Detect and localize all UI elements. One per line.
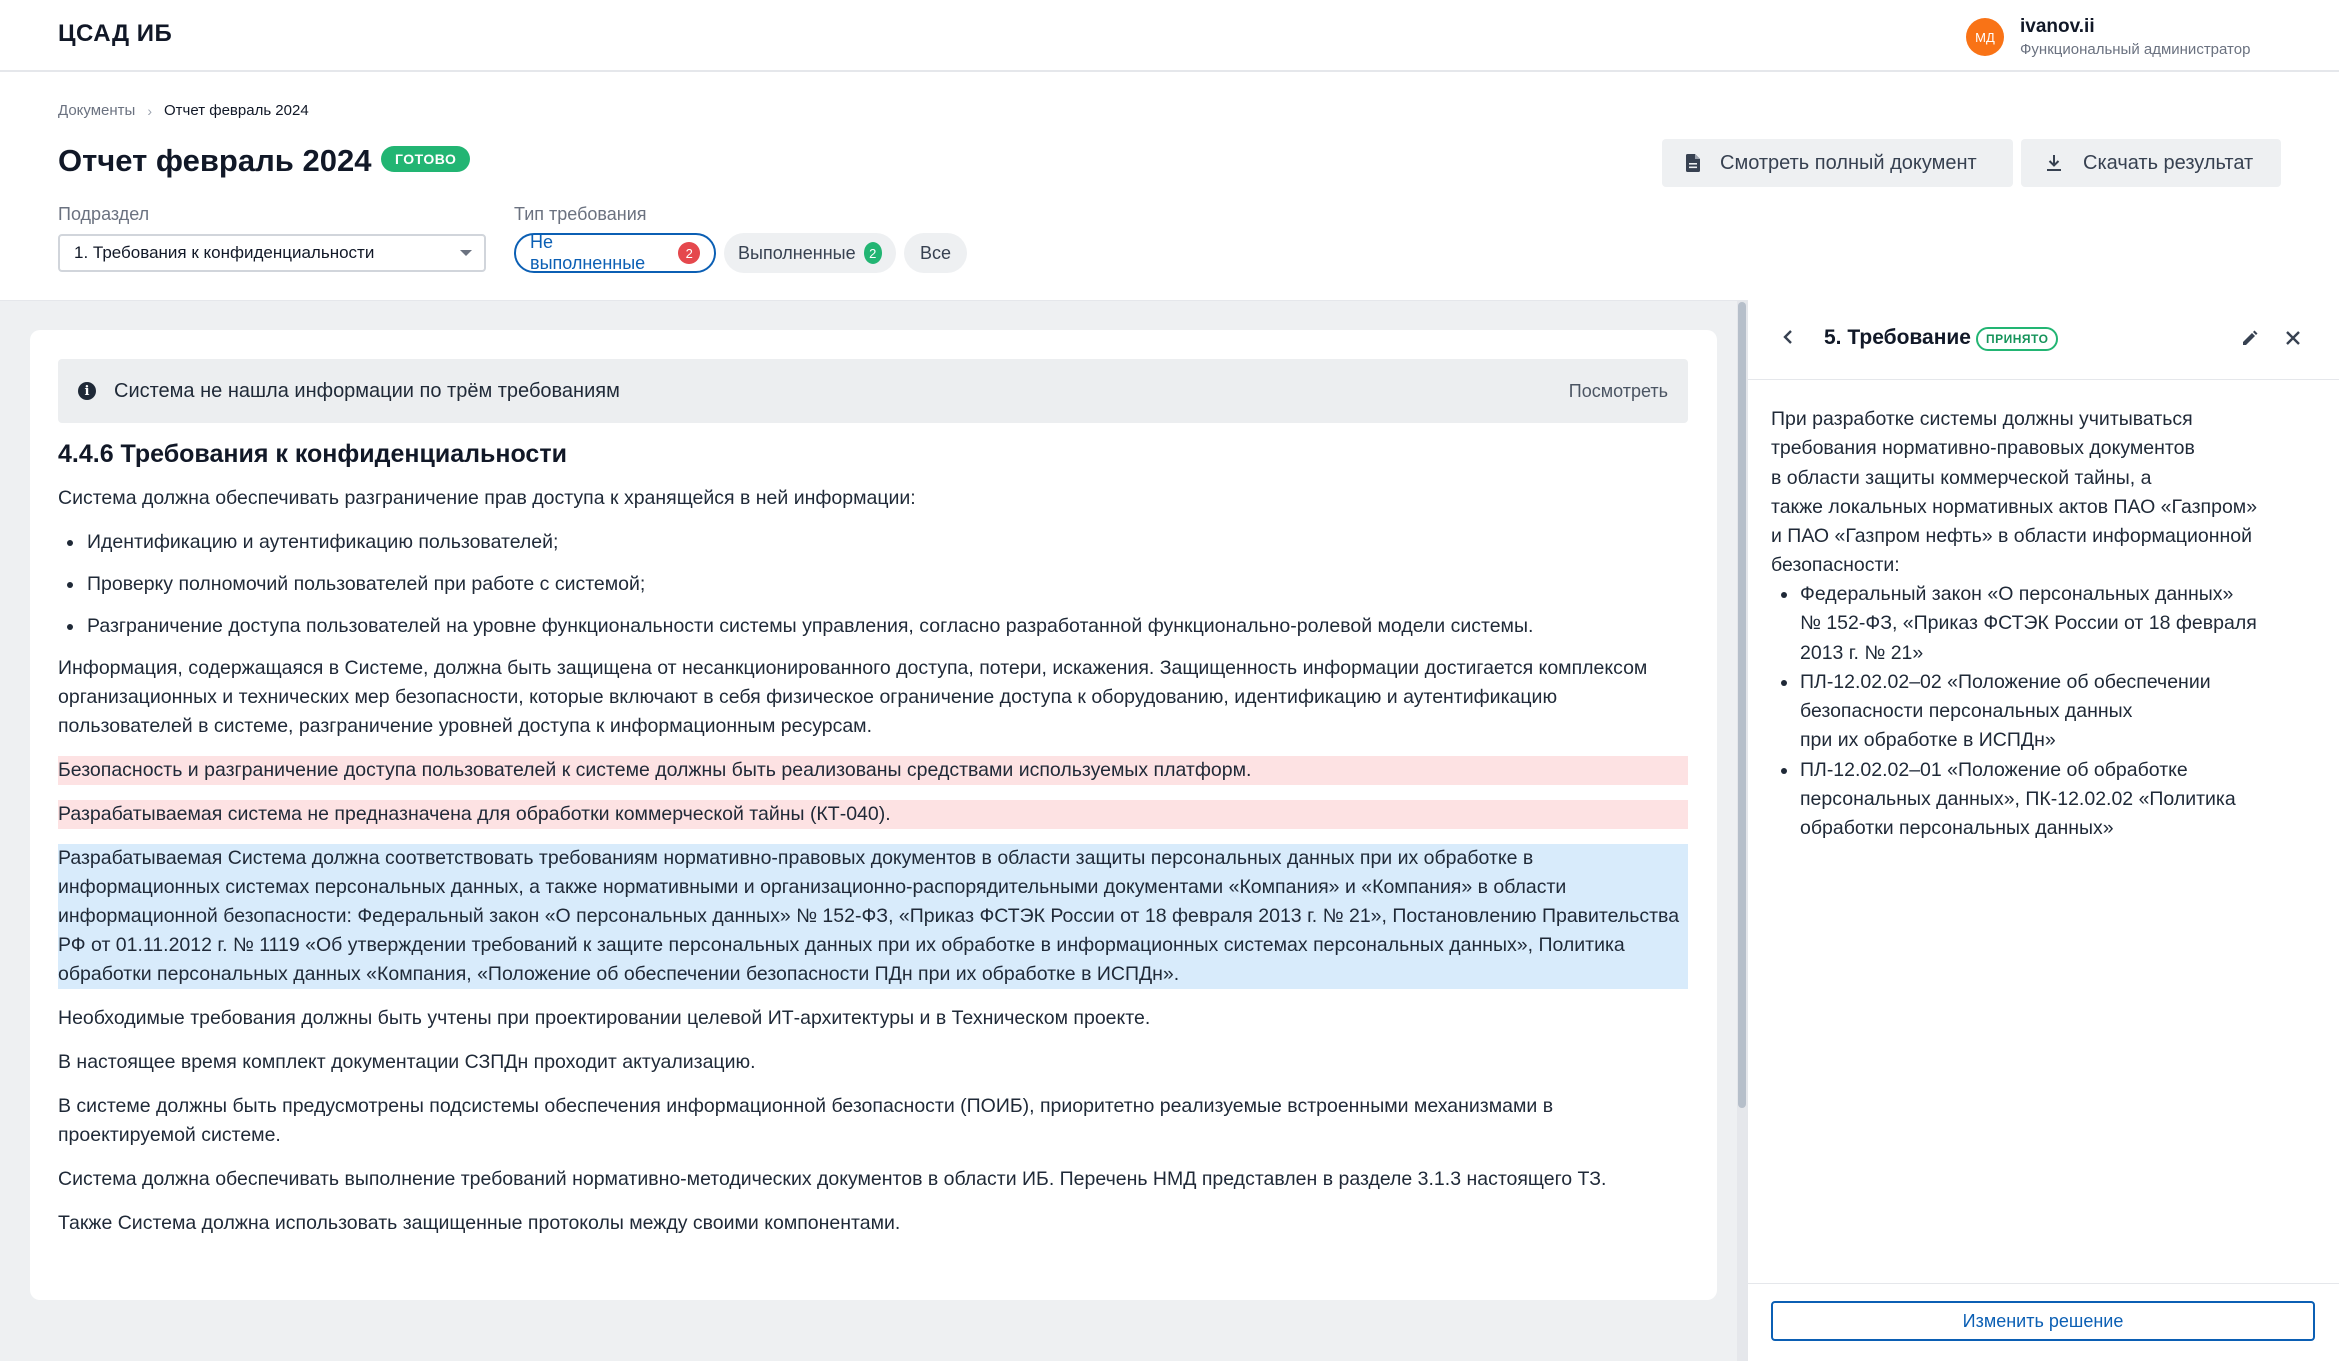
download-result-button[interactable] (2021, 139, 2281, 187)
bullet-list (58, 528, 1688, 641)
subsection-select[interactable] (58, 234, 486, 272)
close-button[interactable] (2285, 330, 2301, 351)
chevron-down-icon (460, 250, 472, 256)
subsection-label: Подраздел (58, 204, 150, 224)
section-heading: 4.4.6 Требования к конфиденциальности (58, 440, 567, 468)
accepted-badge: ПРИНЯТО (1976, 327, 2058, 351)
breadcrumb (58, 102, 309, 119)
count-badge: 2 (678, 242, 700, 264)
breadcrumb-documents-link[interactable]: Документы (58, 102, 136, 119)
list-item: ПЛ-12.02.02–02 «Положение об обеспечении безопасности персональных данных при их обработке в ИСПДн» (1771, 668, 2311, 756)
edit-button[interactable] (2241, 330, 2258, 352)
document-icon (1686, 154, 1700, 172)
view-full-document-label: Смотреть полный документ (1720, 151, 1977, 174)
download-result-label: Скачать результат (2083, 151, 2254, 174)
requirement-text: При разработке системы должны учитываться требования нормативно-правовых документов в области защиты коммерческой тайны, а также локальных нормативных актов ПАО «Газпром» и ПАО «Газпром нефть» в области информационной безопасности: (1771, 408, 2258, 577)
alert-text: Система не нашла информации по трём требованиям (114, 379, 620, 402)
paragraph: Система должна обеспечивать выполнение требований нормативно-методических документов в области ИБ. Перечень НМД представлен в разделе 3.1.3 настоящего ТЗ. (58, 1168, 1607, 1190)
panel-footer-divider (1747, 1283, 2339, 1284)
user-name: ivanov.ii (2020, 16, 2095, 37)
highlighted-requirement-selected[interactable]: Разрабатываемая Система должна соответствовать требованиям нормативно-правовых документов в области защиты персональных данных при их обработке в информационных системах персональных данных, а также нормативными и организационно-распорядительными документами «Компания» и «Компания» в области информационной безопасности: Федеральный закон «О персональных данных» № 152-ФЗ, «Приказ ФСТЭК России от 18 февраля 2013 г. № 21», Постановлению Правительства РФ от 01.11.2012 г. № 1119 «Об утверждении требований к защите персональных данных при их обработке в информационных системах персональных данных», Политика обработки персональных данных «Компания, «Положение об обеспечении безопасности ПДн при их обработке в ИСПДн». (58, 844, 1688, 989)
filter-chip-completed-label: Выполненные (738, 242, 856, 263)
download-icon (2045, 154, 2063, 172)
subsection-value: 1. Требования к конфиденциальности (74, 243, 375, 262)
requirement-type-label: Тип требования (514, 204, 647, 224)
app-brand[interactable]: ЦСАД ИБ (58, 20, 173, 47)
requirement-document-list (1771, 580, 2311, 844)
list-item: Идентификацию и аутентификацию пользователей; (58, 528, 1688, 557)
back-button[interactable] (1782, 328, 1794, 351)
user-role: Функциональный администратор (2020, 41, 2251, 58)
page-title: Отчет февраль 2024 (58, 143, 372, 178)
filter-chip-not-completed-label: Не выполненные (530, 232, 646, 273)
paragraph: Необходимые требования должны быть учтены при проектировании целевой ИТ-архитектуры и в Техническом проекте. (58, 1007, 1151, 1029)
list-item: Разграничение доступа пользователей на уровне функциональности системы управления, согласно разработанной функционально-ролевой модели системы. (58, 612, 1688, 641)
document-content (58, 436, 1688, 1253)
list-item: Федеральный закон «О персональных данных» № 152-ФЗ, «Приказ ФСТЭК России от 18 февраля 2013 г. № 21» (1771, 580, 2311, 668)
change-decision-button[interactable]: Изменить решение (1771, 1301, 2315, 1341)
close-icon (2285, 330, 2301, 346)
filter-chip-all[interactable] (904, 233, 967, 273)
breadcrumb-current: Отчет февраль 2024 (164, 102, 309, 119)
user-menu[interactable] (1966, 16, 2250, 58)
alert-view-link[interactable]: Посмотреть (1568, 380, 1668, 401)
list-item: ПЛ-12.02.02–01 «Положение об обработке персональных данных», ПК-12.02.02 «Политика обработки персональных данных» (1771, 756, 2311, 844)
avatar[interactable]: МД (1966, 18, 2004, 56)
alert-banner (58, 359, 1688, 423)
panel-title: 5. Требование (1824, 326, 1971, 349)
list-item: Проверку полномочий пользователей при работе с системой; (58, 570, 1688, 599)
status-badge: ГОТОВО (381, 146, 470, 172)
paragraph: В настоящее время комплект документации СЗПДн проходит актуализацию. (58, 1051, 756, 1073)
filter-chip-not-completed[interactable] (514, 233, 716, 273)
paragraph: Также Система должна использовать защищенные протоколы между своими компонентами. (58, 1212, 901, 1234)
paragraph: В системе должны быть предусмотрены подсистемы обеспечения информационной безопасности (ПОИБ), приоритетно реализуемые встроенными механизмами в проектируемой системе. (58, 1095, 1554, 1146)
info-icon: i (78, 382, 96, 400)
scrollbar-thumb[interactable] (1738, 302, 1746, 1108)
filter-chip-completed[interactable] (724, 233, 896, 273)
count-badge: 2 (864, 242, 882, 264)
highlighted-requirement-unmet[interactable]: Разрабатываемая система не предназначена для обработки коммерческой тайны (КТ-040). (58, 800, 1688, 829)
chevron-left-icon (1782, 328, 1794, 346)
top-bar (0, 0, 2339, 72)
highlighted-requirement-unmet[interactable]: Безопасность и разграничение доступа пользователей к системе должны быть реализованы средствами используемых платформ. (58, 756, 1688, 785)
view-full-document-button[interactable] (1662, 139, 2013, 187)
filter-chip-all-label: Все (919, 242, 952, 263)
pencil-icon (2241, 330, 2258, 347)
paragraph: Система должна обеспечивать разграничение прав доступа к хранящейся в ней информации: (58, 487, 916, 509)
chevron-right-icon: › (147, 102, 152, 119)
paragraph: Информация, содержащаяся в Системе, должна быть защищена от несанкционированного доступа, потери, искажения. Защищенность информации достигается комплексом организационных и технических мер безопасности, которые включают в себя физическое ограничение доступа к оборудованию, идентификацию и аутентификацию пользователей в системе, разграничение уровней доступа к информационным ресурсам. (58, 657, 1648, 737)
